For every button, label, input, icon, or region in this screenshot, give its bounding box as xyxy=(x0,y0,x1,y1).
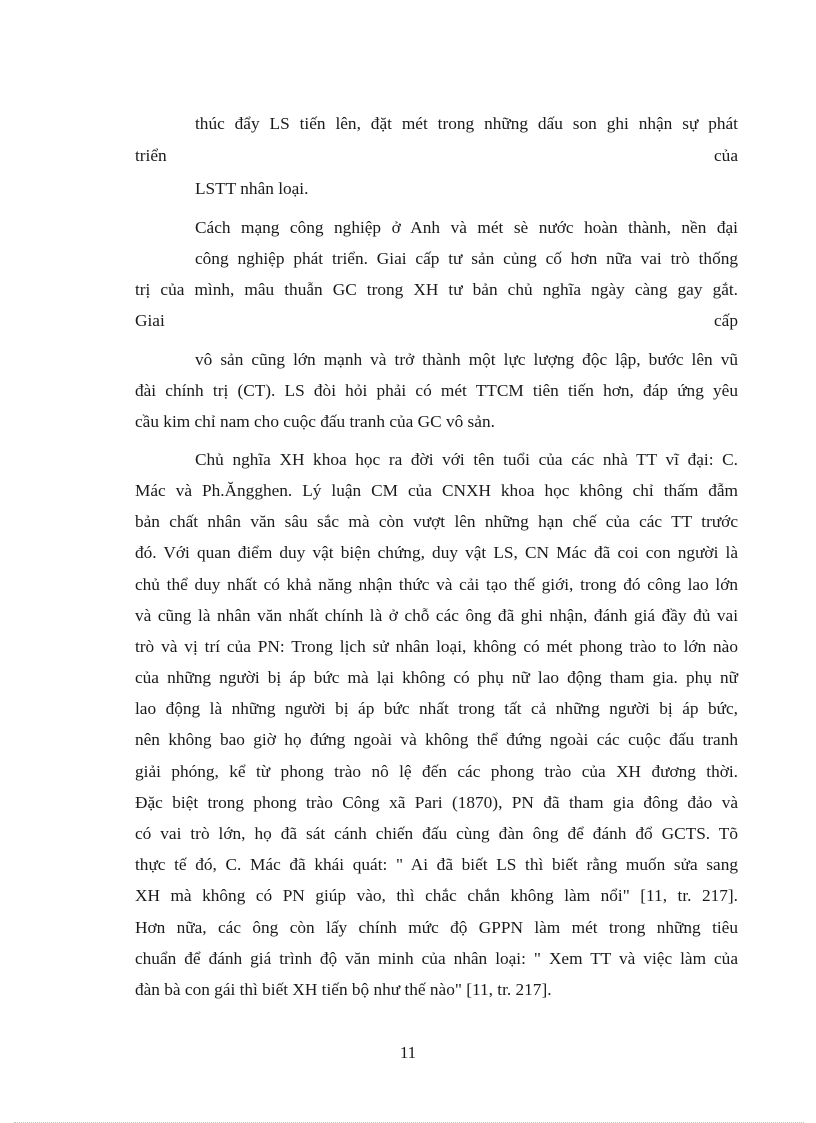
text-line xyxy=(135,145,738,167)
text-line: thực tế đó, C. Mác đã khái quát: " Ai đã biết LS thì biết rằng muốn sửa sang xyxy=(135,855,738,874)
text-line: công nghiệp phát triển. Giai cấp tư sản củng cố hơn nữa vai trò thống xyxy=(195,249,738,268)
text-line xyxy=(135,310,738,332)
text-line: Hơn nữa, các ông còn lấy chính mức độ GPPN làm mét trong những tiêu xyxy=(135,918,738,937)
text-line: của những người bị áp bức mà lại không có phụ nữ lao động tham gia. phụ nữ xyxy=(135,668,738,687)
text-line: Chủ nghĩa XH khoa học ra đời với tên tuổi của các nhà TT vĩ đại: C. xyxy=(195,450,738,469)
text-line: Mác và Ph.Ăngghen. Lý luận CM của CNXH khoa học không chỉ thấm đẫm xyxy=(135,481,738,500)
text-line: Đặc biệt trong phong trào Công xã Pari (1870), PN đã tham gia đông đảo và xyxy=(135,793,738,812)
text-line: cầu kim chỉ nam cho cuộc đấu tranh của GC vô sản. xyxy=(135,412,495,431)
text-line: và cũng là nhân văn nhất chính là ở chỗ các ông đã ghi nhận, đánh giá đầy đủ vai xyxy=(135,606,738,625)
text-line: có vai trò lớn, họ đã sát cánh chiến đấu cùng đàn ông để đánh đổ GCTS. Tõ xyxy=(135,824,738,843)
text-line: bản chất nhân văn sâu sắc mà còn vượt lên những hạn chế của các TT trước xyxy=(135,512,738,531)
text-line: đàn bà con gái thì biết XH tiến bộ như thế nào" [11, tr. 217]. xyxy=(135,980,552,999)
text-line-right: của xyxy=(714,146,738,165)
text-line: chủ thể duy nhất có khả năng nhận thức và cải tạo thế giới, trong đó công lao lớn xyxy=(135,575,738,594)
text-line-right: cấp xyxy=(714,311,738,330)
text-line: đó. Với quan điểm duy vật biện chứng, duy vật LS, CN Mác đã coi con người là xyxy=(135,543,738,562)
text-line: nên không bao giờ họ đứng ngoài và không thể đứng ngoài các cuộc đấu tranh xyxy=(135,730,738,749)
text-line: Cách mạng công nghiệp ở Anh và mét sè nước hoàn thành, nền đại xyxy=(195,218,738,237)
text-line: trò và vị trí của PN: Trong lịch sử nhân loại, không có mét phong trào to lớn nào xyxy=(135,637,738,656)
text-line-left: triển xyxy=(135,146,167,165)
text-line: XH mà không có PN giúp vào, thì chắc chắn không làm nổi" [11, tr. 217]. xyxy=(135,886,738,905)
text-line: LSTT nhân loại. xyxy=(195,179,309,198)
text-line: chuẩn để đánh giá trình độ văn minh của nhân loại: " Xem TT và việc làm của xyxy=(135,949,738,968)
text-line: đài chính trị (CT). LS đòi hỏi phải có mét TTCM tiên tiến hơn, đáp ứng yêu xyxy=(135,381,738,400)
page-number: 11 xyxy=(399,1043,417,1062)
text-line: giải phóng, kể từ phong trào nô lệ đến các phong trào của XH đương thời. xyxy=(135,762,738,781)
text-line: lao động là những người bị áp bức nhất trong tất cả những người bị áp bức, xyxy=(135,699,738,718)
text-line: vô sản cũng lớn mạnh và trở thành một lực lượng độc lập, bước lên vũ xyxy=(195,350,738,369)
text-line: trị của mình, mâu thuẫn GC trong XH tư bản chủ nghĩa ngày càng gay gắt. xyxy=(135,280,738,299)
text-line-left: Giai xyxy=(135,311,165,330)
text-line: thúc đẩy LS tiến lên, đặt mét trong những dấu son ghi nhận sự phát xyxy=(195,114,738,133)
